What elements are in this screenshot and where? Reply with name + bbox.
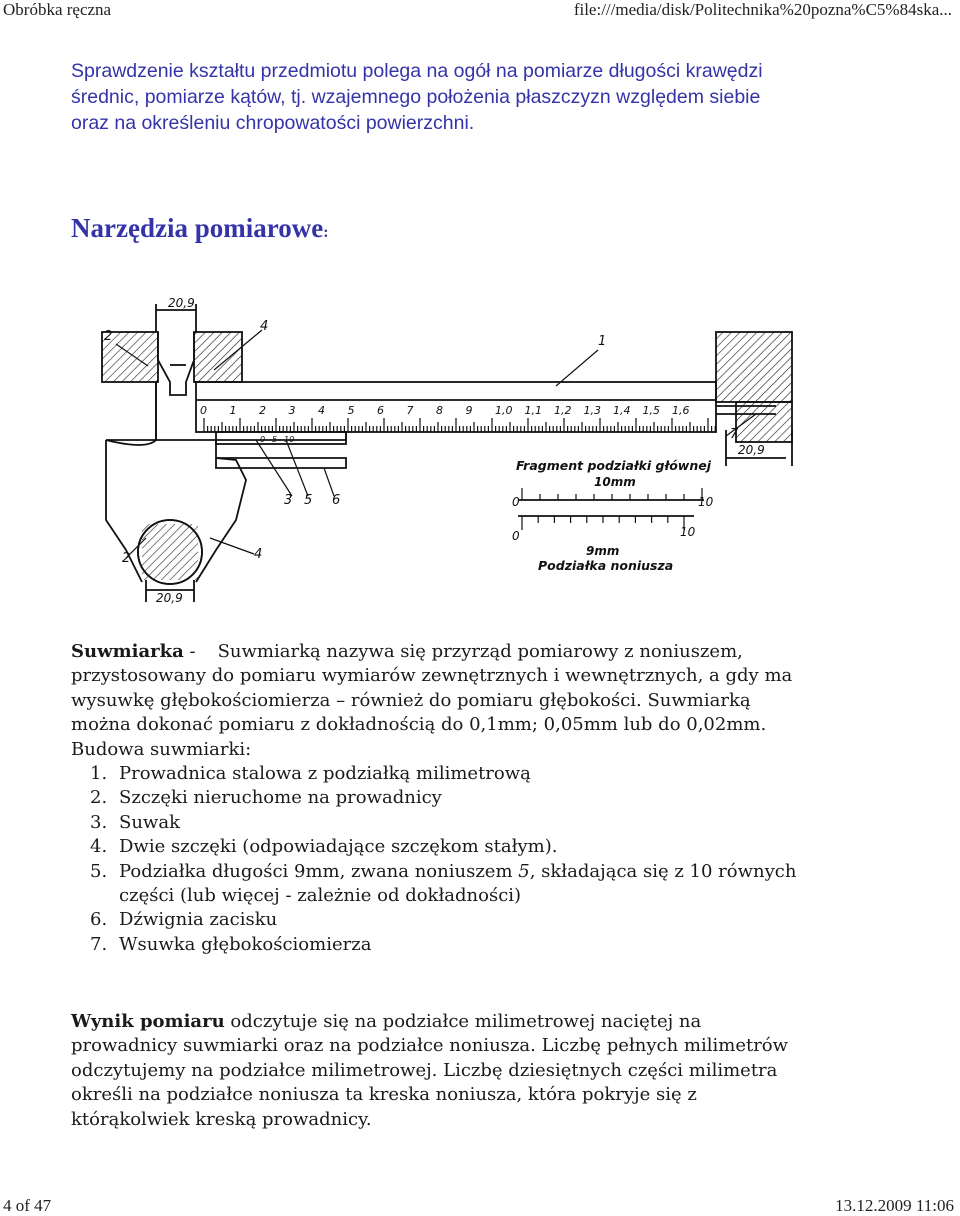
list-item-number: 2. [90, 787, 108, 809]
result-term: Wynik pomiaru [71, 1011, 225, 1032]
scale-tick-label: 8 [436, 404, 443, 417]
scale-tick-label: 1,1 [524, 404, 542, 417]
scale-tick-label: 7 [406, 404, 414, 417]
dimension-label: 20,9 [156, 591, 183, 605]
section-title-text: Narzędzia pomiarowe [71, 213, 324, 243]
scale-tick-label: 1,4 [613, 404, 631, 417]
list-item-text: Wsuwka głębokościomierza [119, 933, 372, 955]
scale-tick-label: 9 [465, 404, 473, 417]
scale-tick-label: 4 [318, 404, 325, 417]
list-item-text: Dwie szczęki (odpowiadające szczękom stałym). [119, 836, 558, 858]
scale-tick-label: 2 [259, 404, 266, 417]
structure-heading: Budowa suwmiarki: [71, 738, 252, 760]
caliper-term: Suwmiarka [71, 641, 184, 662]
caliper-description [71, 640, 931, 957]
part-label: 2 [104, 329, 113, 344]
part-label: 5 [304, 493, 313, 508]
list-item-continuation: części (lub więcej - zależnie od dokładności) [119, 885, 522, 907]
list-item [90, 811, 931, 835]
result-line [71, 1010, 931, 1034]
fragment-ticks [522, 488, 702, 530]
intro-line: oraz na określeniu chropowatości powierzchni. [71, 112, 475, 134]
main-scale-labels [200, 404, 690, 417]
scale-tick-label: 1,0 [495, 404, 513, 417]
scale-tick-label: 0 [200, 404, 207, 417]
list-item-number: 4. [90, 836, 108, 858]
list-item-text: Podziałka długości 9mm, zwana noniuszem [119, 860, 519, 882]
list-item-emphasis: 5 [518, 860, 530, 882]
caliper-definition-line: przystosowany do pomiaru wymiarów zewnętrznych i wewnętrznych, a gdy ma [71, 665, 793, 687]
fragment-9mm-label: 9mm [586, 544, 620, 558]
list-item-number: 5. [90, 860, 108, 882]
scale-tick-label: 5 [347, 404, 355, 417]
scale-tick-label: 1 [229, 404, 237, 417]
scale-zero-top: 0 [512, 495, 520, 509]
list-item [90, 933, 931, 957]
vernier-small-label: 0 [260, 435, 266, 444]
list-item-number: 6. [90, 909, 108, 931]
browser-print-title: Obróbka ręczna [3, 0, 112, 19]
list-item [90, 786, 931, 810]
part-label: 3 [284, 493, 293, 508]
result-line: prowadnicy suwmiarki oraz na podziałce noniusza. Liczbę pełnych milimetrów [71, 1035, 789, 1057]
part-label: 4 [260, 319, 269, 334]
list-item-text: Prowadnica stalowa z podziałką milimetrową [119, 763, 531, 785]
caliper-definition-line: można dokonać pomiaru z dokładnością do 0,1mm; 0,05mm lub do 0,02mm. [71, 714, 767, 736]
list-item-number: 3. [90, 811, 108, 833]
list-item [90, 860, 931, 909]
vernier-caliper-drawing [86, 290, 806, 608]
main-scale-ticks [204, 418, 715, 432]
list-item [90, 762, 931, 786]
scale-ten-bottom: 10 [680, 525, 696, 539]
caliper-definition: Suwmiarką nazywa się przyrząd pomiarowy z noniuszem, [217, 641, 743, 662]
list-item-text: Suwak [119, 811, 180, 833]
list-item-text: Szczęki nieruchome na prowadnicy [119, 787, 442, 809]
measurement-result-paragraph [71, 1010, 931, 1132]
intro-line: Sprawdzenie kształtu przedmiotu polega na ogół na pomiarze długości krawędzi [71, 60, 763, 82]
result-line: którąkolwiek kreską prowadnicy. [71, 1108, 372, 1130]
result-line: określi na podziałce noniusza ta kreska noniusza, która pokryje się z [71, 1084, 697, 1106]
section-title [71, 213, 329, 244]
list-item [90, 835, 931, 859]
fragment-10mm-label: 10mm [594, 475, 636, 489]
intro-line: średnic, pomiarze kątów, tj. wzajemnego położenia płaszczyzn względem siebie [71, 86, 761, 108]
scale-tick-label: 1,3 [583, 404, 601, 417]
scale-tick-label: 1,2 [554, 404, 572, 417]
result-line: odczytujemy na podziałce milimetrowej. Liczbę dziesiętnych części milimetra [71, 1059, 778, 1081]
list-item-text: Dźwignia zacisku [119, 909, 278, 931]
browser-print-url: file:///media/disk/Politechnika%20pozna%C5%84ska... [573, 0, 952, 19]
vernier-small-label: 10 [284, 435, 295, 444]
list-item-text: , składająca się z 10 równych [529, 860, 797, 882]
section-title-colon: : [323, 224, 329, 241]
part-label: 2 [122, 551, 131, 566]
part-label: 4 [254, 547, 263, 562]
vernier-small-label: 5 [272, 435, 278, 444]
scale-tick-label: 6 [377, 404, 384, 417]
list-item-number: 1. [90, 763, 108, 785]
fragment-title: Fragment podziałki głównej [516, 458, 711, 473]
result-text: odczytuje się na podziałce milimetrowej naciętej na [224, 1011, 702, 1032]
list-item-number: 7. [90, 933, 108, 955]
part-label: 1 [598, 334, 607, 349]
vernier-title: Podziałka noniusza [538, 558, 674, 573]
dimension-label: 20,9 [738, 443, 765, 457]
caliper-definition-line [71, 640, 931, 664]
scale-ten-top: 10 [698, 495, 714, 509]
scale-tick-label: 1,6 [672, 404, 690, 417]
caliper-definition-line: wysuwkę głębokościomierza – również do pomiaru głębokości. Suwmiarką [71, 689, 751, 711]
scale-tick-label: 3 [288, 404, 296, 417]
caliper-dash: - [189, 641, 196, 662]
measured-object-hatched [194, 332, 242, 382]
part-label: 6 [332, 493, 341, 508]
scale-zero-bottom: 0 [512, 529, 520, 543]
part-label: 7 [730, 427, 739, 442]
print-datetime: 13.12.2009 11:06 [835, 1196, 954, 1215]
intro-paragraph [71, 58, 911, 136]
list-item [90, 908, 931, 932]
caliper-parts-list [71, 762, 931, 957]
scale-tick-label: 1,5 [642, 404, 660, 417]
dimension-label: 20,9 [168, 296, 195, 310]
page-counter: 4 of 47 [3, 1196, 52, 1215]
